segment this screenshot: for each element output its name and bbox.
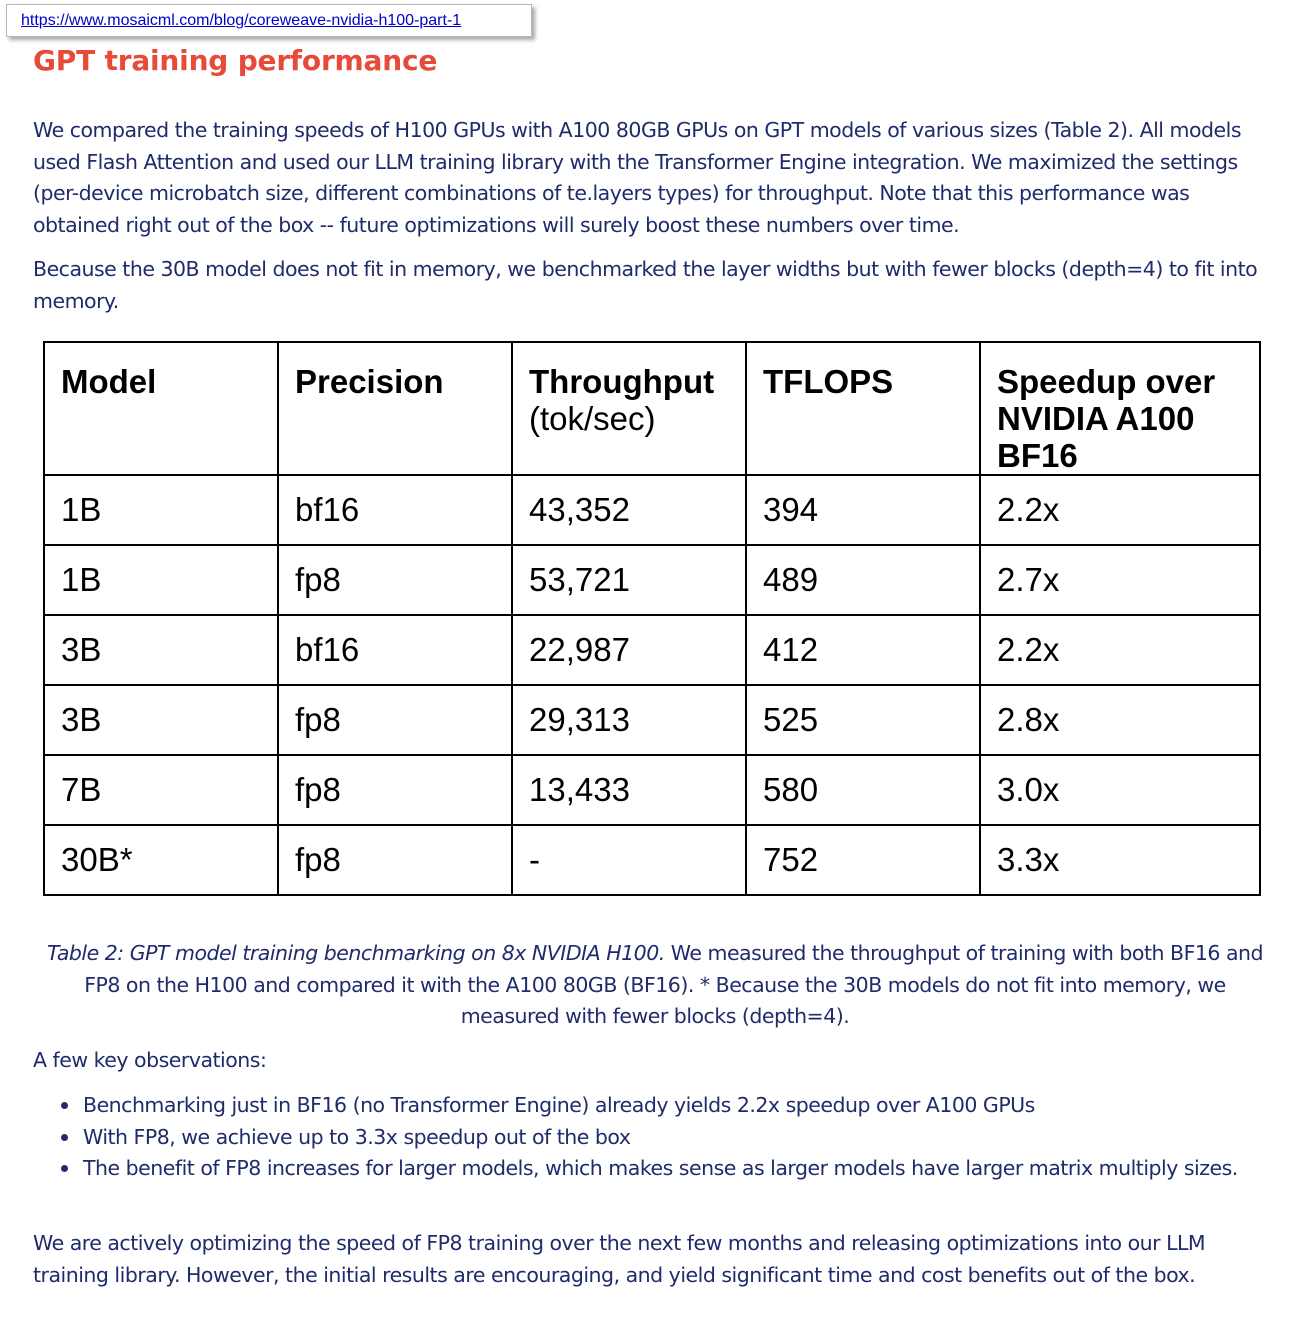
list-item-text: The benefit of FP8 increases for larger models, which makes sense as larger models have larger matrix multiply sizes.: [83, 1156, 1238, 1180]
bullet-icon: [61, 1165, 68, 1172]
list-item-text: With FP8, we achieve up to 3.3x speedup out of the box: [83, 1124, 631, 1149]
cell-throughput: 22,987: [512, 615, 746, 685]
cell-model: 3B: [44, 615, 278, 685]
cell-model: 3B: [44, 685, 278, 755]
bullet-icon: [61, 1134, 68, 1141]
cell-tflops: 580: [746, 755, 980, 825]
cell-precision: fp8: [278, 755, 512, 825]
header-precision: Precision: [278, 342, 512, 475]
cell-throughput: 29,313: [512, 685, 746, 755]
cell-tflops: 489: [746, 545, 980, 615]
header-throughput-unit: (tok/sec): [529, 400, 656, 437]
cell-tflops: 525: [746, 685, 980, 755]
section-heading: GPT training performance: [33, 44, 438, 77]
cell-precision: bf16: [278, 475, 512, 545]
cell-speedup: 2.8x: [980, 685, 1260, 755]
cell-model: 7B: [44, 755, 278, 825]
cell-throughput: 43,352: [512, 475, 746, 545]
cell-precision: fp8: [278, 545, 512, 615]
cell-precision: bf16: [278, 615, 512, 685]
list-item: [83, 1153, 1273, 1185]
cell-model: 30B*: [44, 825, 278, 895]
header-tflops: TFLOPS: [746, 342, 980, 475]
memory-note-paragraph: Because the 30B model does not fit in memory, we benchmarked the layer widths but with fewer blocks (depth=4) to fit into memory.: [33, 257, 1258, 313]
cell-throughput: -: [512, 825, 746, 895]
table-row: [44, 545, 1260, 615]
table-row: [44, 615, 1260, 685]
table-row: [44, 475, 1260, 545]
cell-speedup: 2.7x: [980, 545, 1260, 615]
cell-tflops: 752: [746, 825, 980, 895]
closing-paragraph: We are actively optimizing the speed of FP8 training over the next few months and releasing optimizations into our LLM training library. However, the initial results are encouraging, and yield significant time and cost benefits out of the box.: [33, 1231, 1206, 1287]
cell-tflops: 394: [746, 475, 980, 545]
list-item: [83, 1122, 1273, 1154]
bullet-icon: [61, 1102, 68, 1109]
header-model: Model: [44, 342, 278, 475]
header-speedup: Speedup over NVIDIA A100 BF16: [980, 342, 1260, 475]
cell-speedup: 3.3x: [980, 825, 1260, 895]
table-caption: [40, 938, 1270, 1033]
cell-precision: fp8: [278, 825, 512, 895]
cell-speedup: 3.0x: [980, 755, 1260, 825]
list-item: [83, 1090, 1273, 1122]
cell-tflops: 412: [746, 615, 980, 685]
cell-throughput: 53,721: [512, 545, 746, 615]
table-row: [44, 825, 1260, 895]
observations-list: [33, 1090, 1273, 1185]
table-header-row: [44, 342, 1260, 475]
cell-precision: fp8: [278, 685, 512, 755]
list-item-text: Benchmarking just in BF16 (no Transformer Engine) already yields 2.2x speedup over A100 GPUs: [83, 1093, 1035, 1117]
caption-text: We measured the throughput of training with both BF16 and FP8 on the H100 and compared it with the A100 80GB (BF16). * Because the 30B models do not fit into memory, we measured with fewer blocks (depth=4).: [84, 941, 1264, 1028]
cell-model: 1B: [44, 475, 278, 545]
intro-paragraph: We compared the training speeds of H100 GPUs with A100 80GB GPUs on GPT models of various sizes (Table 2). All models used Flash Attention and used our LLM training library with the Transformer Engine integration. We maximized the settings (per-device microbatch size, different combinations of te.layers types) for throughput. Note that this performance was obtained right out of the box -- future optimizations will surely boost these numbers over time.: [33, 118, 1242, 237]
benchmark-table: [43, 341, 1261, 896]
source-url-link[interactable]: https://www.mosaicml.com/blog/coreweave-nvidia-h100-part-1: [6, 4, 532, 37]
cell-model: 1B: [44, 545, 278, 615]
observations-intro: A few key observations:: [33, 1048, 267, 1072]
caption-title: Table 2: GPT model training benchmarking on 8x NVIDIA H100.: [46, 941, 665, 965]
table-row: [44, 755, 1260, 825]
cell-speedup: 2.2x: [980, 615, 1260, 685]
header-throughput: [512, 342, 746, 475]
cell-speedup: 2.2x: [980, 475, 1260, 545]
cell-throughput: 13,433: [512, 755, 746, 825]
header-throughput-label: Throughput: [529, 363, 715, 400]
table-row: [44, 685, 1260, 755]
